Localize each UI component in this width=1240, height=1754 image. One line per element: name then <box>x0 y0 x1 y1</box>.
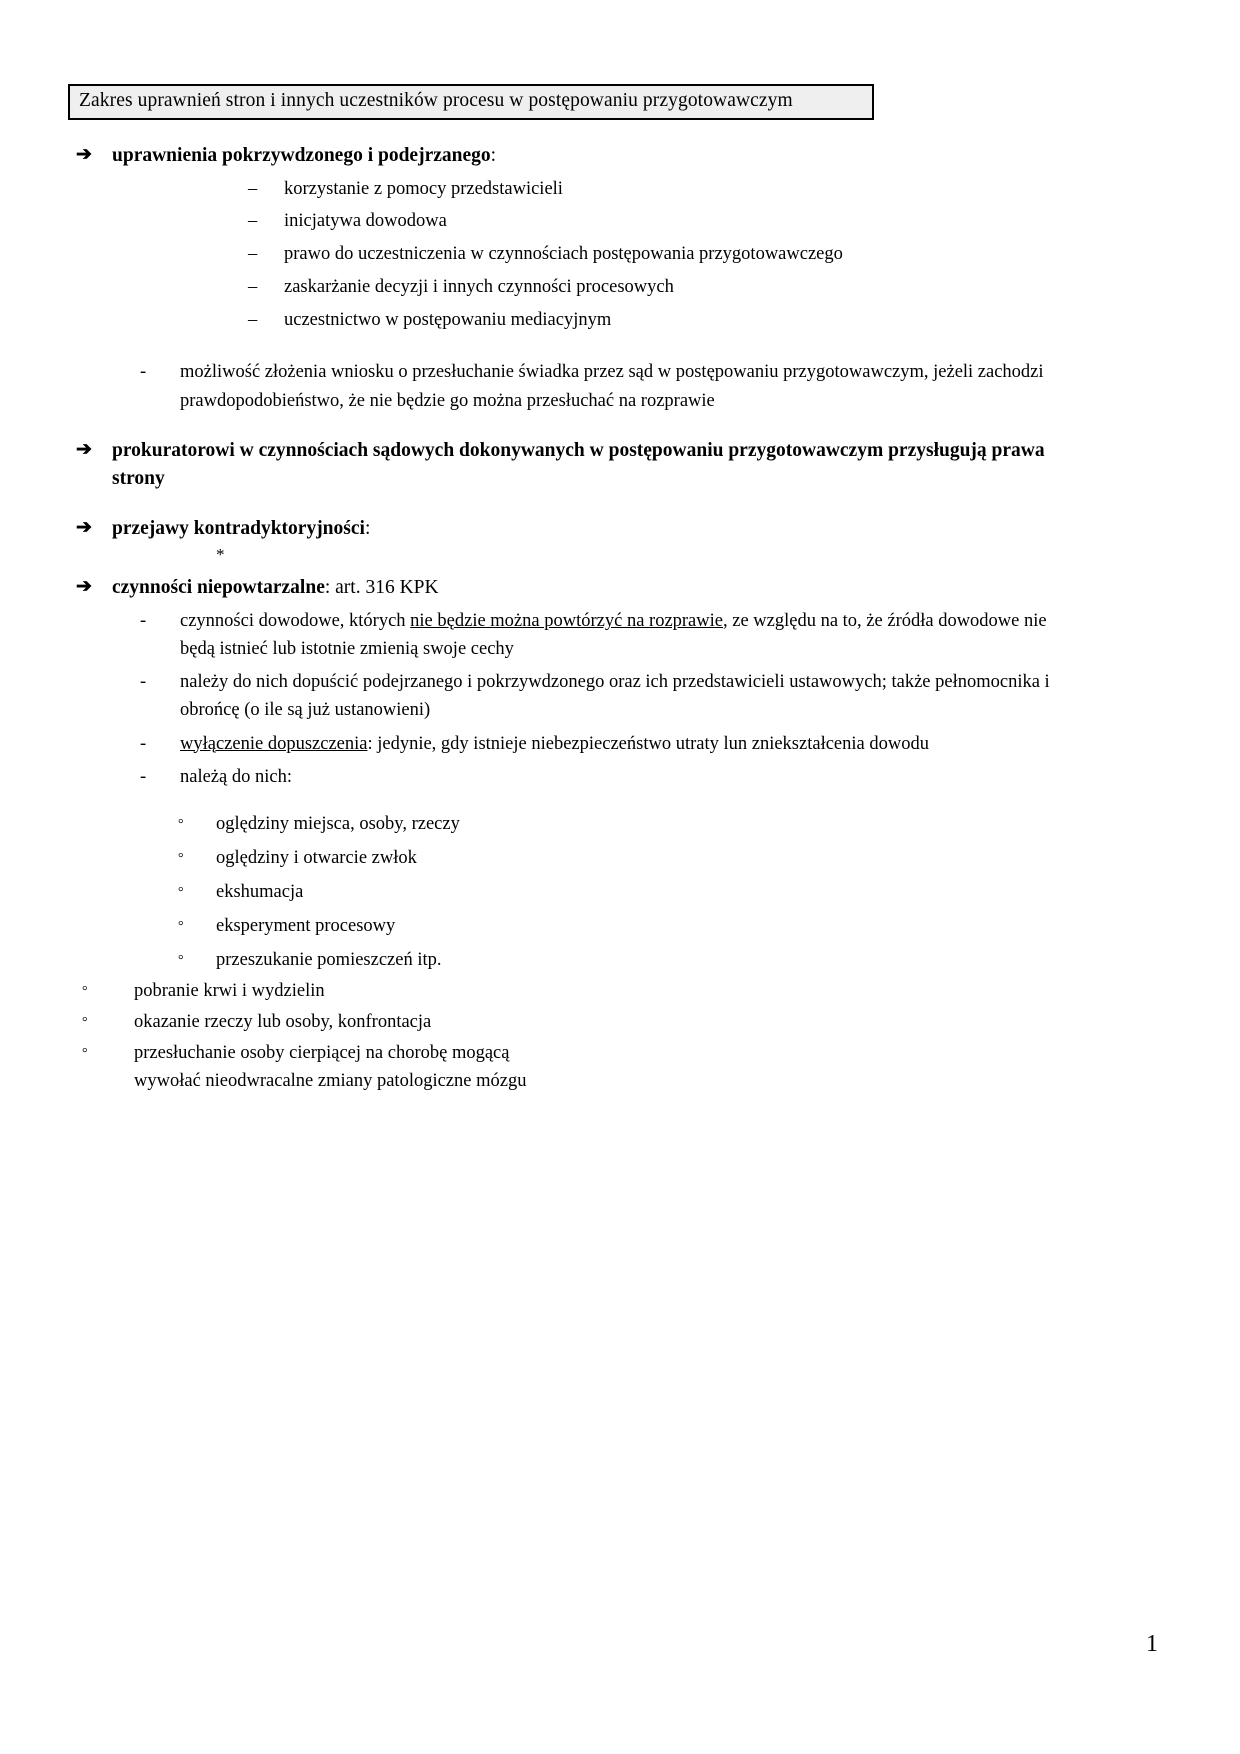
section-heading-niepowtarzalne <box>68 574 1078 602</box>
list-item-label <box>180 668 1078 724</box>
star-marker: * <box>216 545 225 565</box>
list-item <box>68 763 1078 791</box>
heading-rest-kontradyktoryjnosc: : <box>364 518 371 540</box>
spacer <box>68 791 1078 805</box>
heading-bold-kontradyktoryjnosc: przejawy kontradyktoryjności <box>112 518 365 540</box>
list-item <box>68 879 1078 907</box>
list-item <box>68 811 1078 839</box>
list-item-label: korzystanie z pomocy przedstawicieli <box>284 178 563 199</box>
list-item-label: prawo do uczestniczenia w czynnościach postępowania przygotowawczego <box>284 244 843 265</box>
page-title: Zakres uprawnień stron i innych uczestników procesu w postępowaniu przygotowawczym <box>79 90 793 111</box>
hyphen-bullet-icon: - <box>140 733 147 754</box>
circle-bullet-icon: ° <box>178 952 184 968</box>
section-heading-text <box>112 437 1078 494</box>
list-item-label: oględziny i otwarcie zwłok <box>216 847 417 868</box>
item-post-text: , ze względu na to, że źródła dowodowe nie będą istnieć lub istotnie zmienią swoje cechy <box>180 611 1047 660</box>
page-number: 1 <box>1146 1631 1158 1657</box>
list-item-label: ekshumacja <box>216 881 304 902</box>
list-item <box>68 1040 1078 1096</box>
list-item-label: pobranie krwi i wydzielin <box>134 980 325 1001</box>
section-heading-kontradyktoryjnosc <box>68 515 1078 543</box>
arrow-bullet-icon: ➔ <box>76 144 92 166</box>
heading-bold-prokuratorowi: prokuratorowi w czynnościach sądowych dokonywanych w postępowaniu przygotowawczym przysługują prawa strony <box>112 439 1045 489</box>
item-pre-text: należy do nich dopuścić podejrzanego i pokrzywdzonego oraz ich przedstawicieli ustawowych; także pełnomocnika i obrońcę (o ile są już ustanowieni) <box>180 672 1050 721</box>
circle-bullet-icon: ° <box>178 850 184 866</box>
section-heading-text <box>112 574 1078 602</box>
paragraph-item <box>68 358 1078 414</box>
dash-bullet-icon: – <box>248 178 258 199</box>
list-item-label: uczestnictwo w postępowaniu mediacyjnym <box>284 309 612 330</box>
list-item <box>68 730 1078 758</box>
list-item <box>68 845 1078 873</box>
list-item <box>68 307 1078 335</box>
list-item-label: zaskarżanie decyzji i innych czynności procesowych <box>284 276 674 297</box>
document-content <box>68 84 1078 1095</box>
dash-bullet-icon: – <box>248 309 258 330</box>
circle-bullet-icon: ° <box>178 816 184 832</box>
list-item-label: należą do nich: <box>180 766 292 787</box>
section-heading-text <box>112 142 1078 170</box>
item-underlined-text: nie będzie można powtórzyć na rozprawie <box>410 611 723 632</box>
circle-bullet-icon: ° <box>178 918 184 934</box>
list-item <box>68 274 1078 302</box>
item-pre-text: czynności dowodowe, których <box>180 611 411 632</box>
list-item <box>68 208 1078 236</box>
list-item-label <box>180 607 1078 663</box>
hyphen-bullet-icon: - <box>140 611 147 632</box>
dash-bullet-icon: – <box>248 211 258 232</box>
circle-bullet-icon: ° <box>82 1045 88 1061</box>
arrow-bullet-icon: ➔ <box>76 438 92 460</box>
list-item-label: eksperyment procesowy <box>216 915 396 936</box>
circle-bullet-icon: ° <box>178 884 184 900</box>
heading-bold-uprawnienia: uprawnienia pokrzywdzonego i podejrzanego <box>112 145 491 167</box>
paragraph-text: możliwość złożenia wniosku o przesłuchanie świadka przez sąd w postępowaniu przygotowawczym, jeżeli zachodzi prawdopodobieństwo, że nie będzie go można przesłuchać na rozprawie <box>180 362 1044 411</box>
item-post-text: : jedynie, gdy istnieje niebezpieczeństwo utraty lun zniekształcenia dowodu <box>367 733 929 754</box>
circle-bullet-icon: ° <box>82 1014 88 1030</box>
hyphen-bullet-icon: - <box>140 672 147 693</box>
heading-rest-niepowtarzalne: : art. 316 KPK <box>324 576 439 598</box>
list-item-label: okazanie rzeczy lub osoby, konfrontacja <box>134 1011 432 1032</box>
list-item <box>68 176 1078 204</box>
section-heading-uprawnienia <box>68 142 1078 170</box>
page-title-box <box>68 84 874 120</box>
list-item <box>68 1009 1078 1037</box>
list-item-label: oględziny miejsca, osoby, rzeczy <box>216 813 460 834</box>
heading-rest-uprawnienia: : <box>490 145 497 167</box>
arrow-bullet-icon: ➔ <box>76 575 92 597</box>
list-item-label: inicjatywa dowodowa <box>284 211 447 232</box>
circle-bullet-icon: ° <box>82 983 88 999</box>
list-item-label <box>180 730 1078 758</box>
dash-bullet-icon: – <box>248 276 258 297</box>
list-item <box>68 947 1078 975</box>
hyphen-bullet-icon: - <box>140 766 147 787</box>
list-item-label: przeszukanie pomieszczeń itp. <box>216 949 442 970</box>
arrow-bullet-icon: ➔ <box>76 517 92 539</box>
section-heading-text <box>112 515 1078 543</box>
list-item <box>68 241 1078 269</box>
heading-bold-niepowtarzalne: czynności niepowtarzalne <box>112 576 325 598</box>
hyphen-bullet-icon: - <box>140 362 147 383</box>
section-heading-prokuratorowi <box>68 437 1078 494</box>
list-item <box>68 607 1078 663</box>
list-item <box>68 913 1078 941</box>
dash-bullet-icon: – <box>248 244 258 265</box>
list-item <box>68 668 1078 724</box>
list-item-label: przesłuchanie osoby cierpiącej na chorobę mogącą wywołać nieodwracalne zmiany patologiczne mózgu <box>134 1042 527 1091</box>
item-underlined-text: wyłączenie dopuszczenia <box>180 733 368 754</box>
list-item <box>68 978 1078 1006</box>
